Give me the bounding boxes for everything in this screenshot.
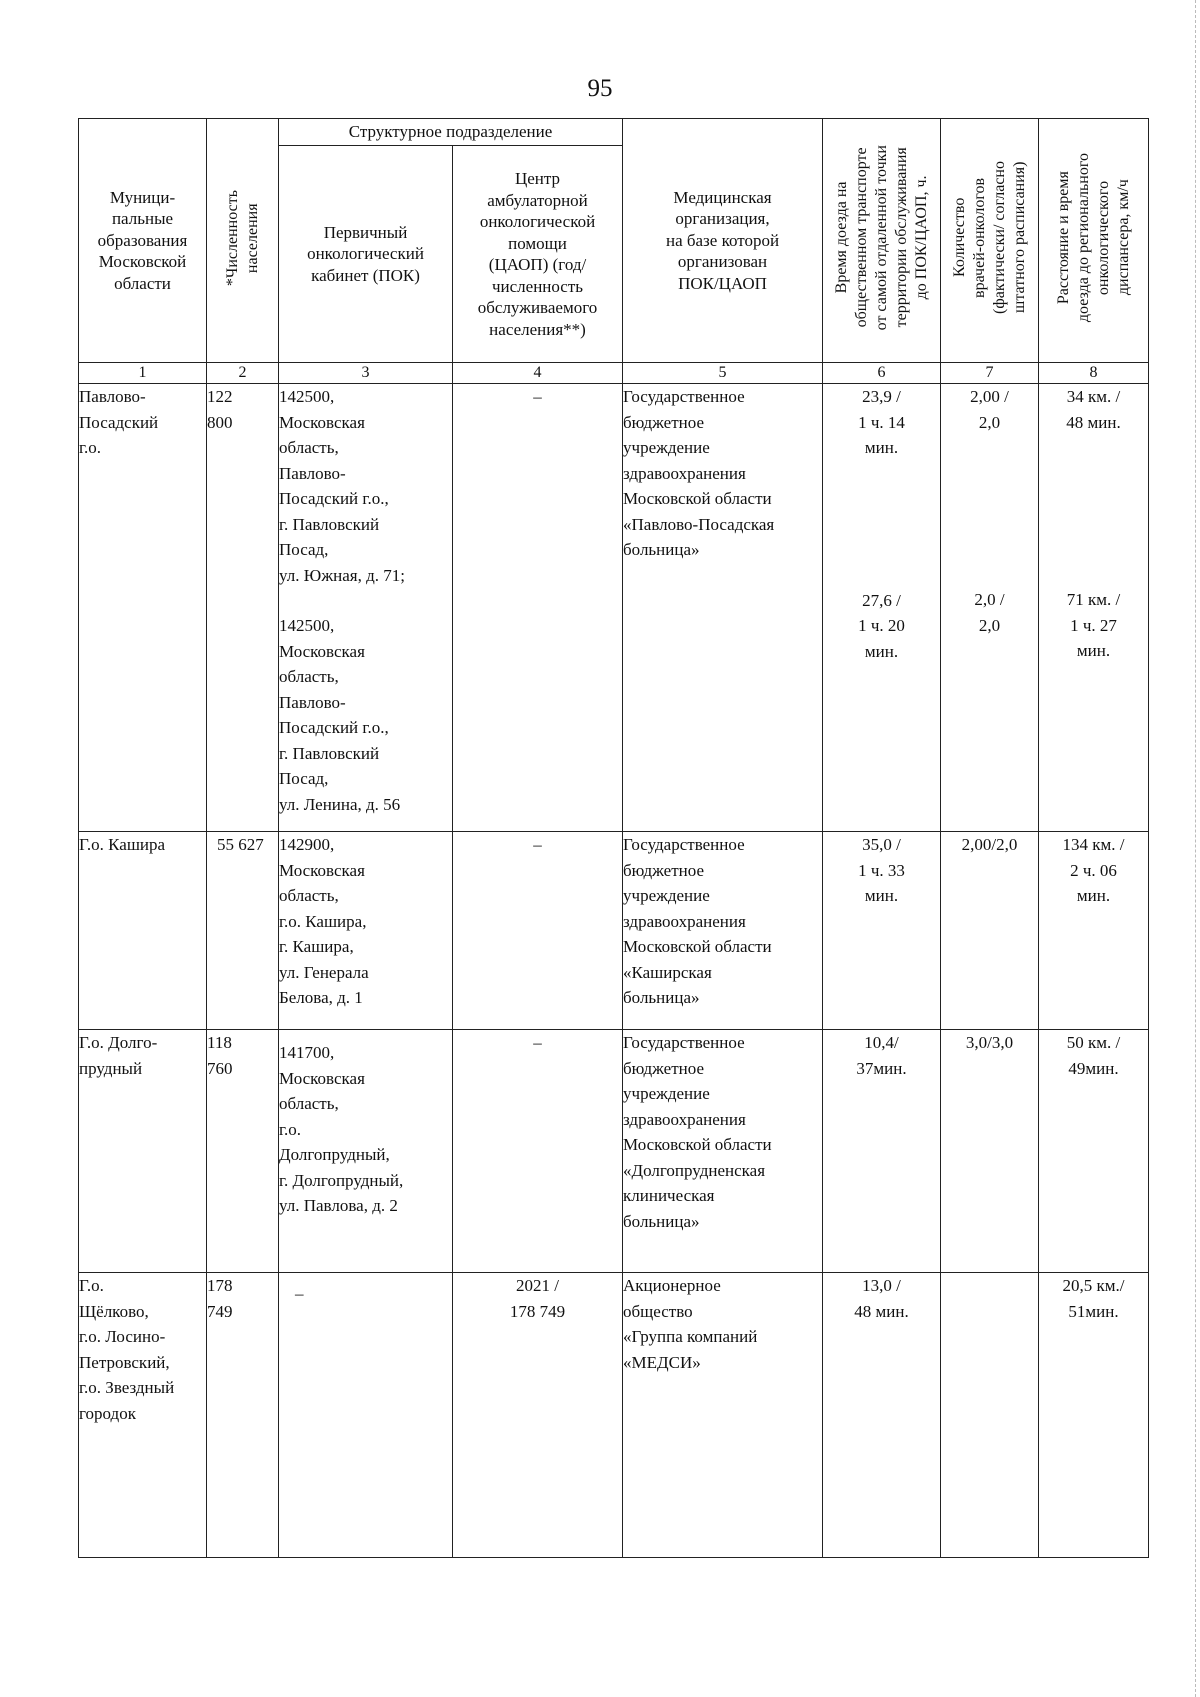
header-distance-text: Расстояние и время доезда до регионального онкологического диспансера, км/ч xyxy=(1054,153,1132,323)
pok-address-1: 142500, Московская область, Павлово- Посадский г.о., г. Павловский Посад, ул. Южная, д. 71; xyxy=(279,387,405,585)
population-cell: 178 749 xyxy=(207,1273,279,1558)
table-row xyxy=(79,1273,1149,1558)
population-cell: 118 760 xyxy=(207,1030,279,1273)
distance-cell: 50 км. / 49мин. xyxy=(1039,1030,1149,1273)
municipality-cell: Г.о. Кашира xyxy=(79,832,207,1030)
column-number: 8 xyxy=(1039,363,1149,384)
column-number: 5 xyxy=(623,363,823,384)
page-number: 95 xyxy=(587,75,613,102)
column-number: 3 xyxy=(279,363,453,384)
doctors-cell: 2,00/2,0 xyxy=(941,832,1039,1030)
organization-cell: Акционерное общество «Группа компаний «МЕДСИ» xyxy=(623,1273,823,1558)
header-doctors-text: Количество врачей-онкологов (фактически/ согласно штатного расписания) xyxy=(950,161,1028,315)
travel-time-2: 27,6 / 1 ч. 20 мин. xyxy=(858,590,905,661)
oncology-table xyxy=(78,118,1149,1558)
column-numbers-row xyxy=(79,363,1149,384)
pok-cell xyxy=(279,384,453,832)
municipality-cell: Г.о. Щёлково, г.о. Лосино- Петровский, г.о. Звездный городок xyxy=(79,1273,207,1558)
doctors-cell xyxy=(941,384,1039,832)
table-row xyxy=(79,1030,1149,1273)
column-number: 6 xyxy=(823,363,941,384)
distance-1: 34 км. / 48 мин. xyxy=(1066,387,1121,432)
distance-2: 71 км. / 1 ч. 27 мин. xyxy=(1066,590,1121,660)
scan-edge-line xyxy=(1191,0,1196,1697)
population-cell: 55 627 xyxy=(207,832,279,1030)
pok-address-2: 142500, Московская область, Павлово- Посадский г.о., г. Павловский Посад, ул. Ленина, д. 56 xyxy=(279,616,401,814)
column-number: 4 xyxy=(453,363,623,384)
caop-cell: 2021 / 178 749 xyxy=(453,1273,623,1558)
travel-time-cell: 35,0 / 1 ч. 33 мин. xyxy=(823,832,941,1030)
travel-time-cell: 13,0 / 48 мин. xyxy=(823,1273,941,1558)
header-pok: Первичный онкологический кабинет (ПОК) xyxy=(279,146,453,363)
header-organization: Медицинская организация, на базе которой организован ПОК/ЦАОП xyxy=(623,119,823,363)
distance-cell: 20,5 км./ 51мин. xyxy=(1039,1273,1149,1558)
header-travel-time xyxy=(823,119,941,363)
column-number: 1 xyxy=(79,363,207,384)
municipality-cell: Г.о. Долго- прудный xyxy=(79,1030,207,1273)
header-caop: Центр амбулаторной онкологической помощи (ЦАОП) (год/ численность обслуживаемого населения**) xyxy=(453,146,623,363)
doctors-cell: 3,0/3,0 xyxy=(941,1030,1039,1273)
doctors-cell xyxy=(941,1273,1039,1558)
caop-cell: – xyxy=(453,832,623,1030)
header-distance xyxy=(1039,119,1149,363)
distance-cell xyxy=(1039,384,1149,832)
travel-time-cell xyxy=(823,384,941,832)
travel-time-1: 23,9 / 1 ч. 14 мин. xyxy=(858,387,905,457)
caop-cell: – xyxy=(453,384,623,832)
organization-cell: Государственное бюджетное учреждение здравоохранения Московской области «Каширская больница» xyxy=(623,832,823,1030)
header-structural-unit: Структурное подразделение xyxy=(279,119,623,146)
population-cell: 122 800 xyxy=(207,384,279,832)
column-number: 7 xyxy=(941,363,1039,384)
pok-cell: – xyxy=(279,1273,453,1558)
table-row xyxy=(79,832,1149,1030)
header-municipality: Муници- пальные образования Московской области xyxy=(79,119,207,363)
header-population xyxy=(207,119,279,363)
travel-time-cell: 10,4/ 37мин. xyxy=(823,1030,941,1273)
organization-cell: Государственное бюджетное учреждение здравоохранения Московской области «Павлово-Посадская больница» xyxy=(623,384,823,832)
header-doctors xyxy=(941,119,1039,363)
header-population-text: *Численность населения xyxy=(223,189,261,286)
column-number: 2 xyxy=(207,363,279,384)
caop-cell: – xyxy=(453,1030,623,1273)
distance-cell: 134 км. / 2 ч. 06 мин. xyxy=(1039,832,1149,1030)
header-travel-time-text: Время доезда на общественном транспорте от самой отдаленной точки территории обслуживания до ПОК/ЦАОП, ч. xyxy=(832,145,930,331)
organization-cell: Государственное бюджетное учреждение здравоохранения Московской области «Долгопрудненская клиническая больница» xyxy=(623,1030,823,1273)
table-row xyxy=(79,384,1149,832)
doctors-2: 2,0 / 2,0 xyxy=(974,590,1005,635)
pok-cell: 142900, Московская область, г.о. Кашира, г. Кашира, ул. Генерала Белова, д. 1 xyxy=(279,832,453,1030)
municipality-cell: Павлово- Посадский г.о. xyxy=(79,384,207,832)
pok-cell: 141700, Московская область, г.о. Долгопрудный, г. Долгопрудный, ул. Павлова, д. 2 xyxy=(279,1030,453,1273)
doctors-1: 2,00 / 2,0 xyxy=(970,387,1009,432)
